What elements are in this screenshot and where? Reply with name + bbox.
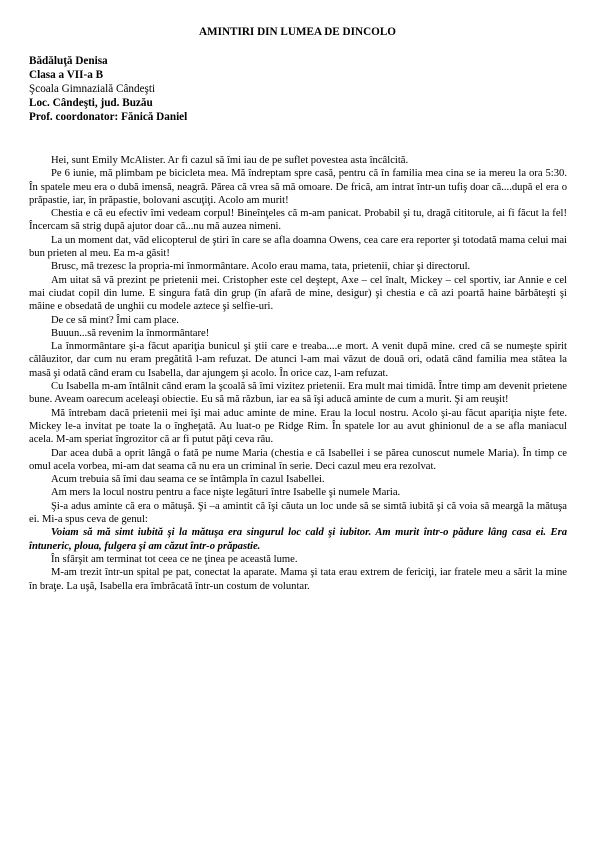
paragraph: La înmormântare şi-a făcut apariţia bunicul şi ştii care e treaba....e mort. A venit după mine. cred că se numeşte spirit călăuzitor, dar cum nu eram pregătită l-am refuzat. De atunci l-am mai văzut de două ori, odată când familia mea stătea la masă şi odată când eram cu Isabella, dar ajungem şi acolo. În orice caz, l-am refuzat. (29, 341, 567, 379)
quote-paragraph: Voiam să mă simt iubită şi la mătuşa era singurul loc cald şi iubitor. Am murit într-o pădure lâng casa ei. Era întuneric, ploua, fulgera şi am căzut într-o prăpastie. (29, 527, 567, 552)
document-title: AMINTIRI DIN LUMEA DE DINCOLO (198, 26, 397, 38)
paragraph: Pe 6 iunie, mă plimbam pe bicicleta mea. Mă îndreptam spre casă, pentru că în familia mea cina se ia mereu la ora 5:30. În spatele meu era o dubă imensă, neagră. Părea că vrea să mă omoare. De frică, am intrat într-un tufiş doar că....după el era o prăpastie, iar, în prăpastie, bolovani ascuţiţi. Acolo am murit! (29, 168, 567, 206)
author-class: Clasa a VII-a B (29, 68, 104, 81)
paragraph: De ce să mint? Îmi cam place. (51, 314, 179, 326)
paragraph: M-am trezit într-un spital pe pat, conectat la aparate. Mama şi tata erau extrem de fericiţi, iar fratele meu a sărit la mine în braţe. La uşă, Isabella era îmbrăcată într-un costum de voluntar. (29, 567, 567, 592)
paragraph: Şi-a adus aminte că era o mătuşă. Şi –a amintit că îşi căuta un loc unde să se simtă iubită şi că voia să meargă la mătuşa ei. Mi-a spus ceva de genul: (29, 500, 567, 526)
paragraph: Am mers la locul nostru pentru a face nişte legături între Isabelle şi numele Maria. (51, 487, 401, 499)
story-body (29, 154, 567, 593)
author-name: Bădăluţă Denisa (29, 55, 108, 67)
paragraph: Mă întrebam dacă prietenii mei îşi mai aduc aminte de mine. Erau la locul nostru. Acolo şi-au făcut apariţia nişte fete. Mickey le-a invitat pe toate la o îngheţată. Au luat-o pe Ridge Rim. În spatele lor au avut ghinionul de a se afla maniacul acela. M-am speriat îngrozitor că ar fi putut păţi ceva rău. (29, 407, 567, 446)
paragraph: Am uitat să vă prezint pe prietenii mei. Cristopher este cel deştept, Axe – cel înalt, Mickey – cel sportiv, iar Annie e cel mai ciudat copil din lume. E singura fată din grup (în afară de mine, desigur) şi chestia e că azi poartă haine bărbăteşti şi mâine e obsedată de unghii cu modele aztece şi selfie-uri. (29, 274, 567, 313)
paragraph: Brusc, mă trezesc la propria-mi înmormântare. Acolo erau mama, tata, prietenii, chiar şi directorul. (51, 261, 471, 273)
paragraph: Hei, sunt Emily McAlister. Ar fi cazul să îmi iau de pe suflet povestea asta încâlcită. (51, 155, 409, 166)
paragraph: La un moment dat, văd elicopterul de ştiri în care se afla doamna Owens, cea care era reporter şi totodată mama celui mai bun prieten al meu. Ea m-a găsit! (29, 234, 567, 260)
coordinator-name: Prof. coordonator: Fănică Daniel (29, 110, 188, 123)
paragraph: Buuun...să revenim la înmormântare! (51, 327, 210, 339)
paragraph: Dar acea dubă a oprit lângă o fată pe nume Maria (chestia e că Isabellei i se părea cunoscut numele Maria). În timp ce omul acela vorbea, mi-am dat seama că nu era un criminal în serie. Deci cazul meu era rezolvat. (29, 447, 567, 472)
paragraph: În sfârşit am terminat tot ceea ce ne ţinea pe această lume. (51, 553, 298, 565)
school-name: Şcoala Gimnazială Cândeşti (29, 82, 156, 95)
paragraph: Chestia e că eu efectiv îmi vedeam corpul! Bineînţeles că m-am panicat. Probabil şi tu, dragă cititorule, ai fi făcut la fel! Încercam să strig după ajutor doar că...nu mă auzea nimeni. (29, 208, 567, 233)
paragraph: Acum trebuia să îmi dau seama ce se întâmpla în cazul Isabellei. (51, 474, 325, 486)
paragraph: Cu Isabella m-am întâlnit când eram la şcoală să îmi vizitez prietenii. Era mult mai timidă. Între timp am devenit prietene bune. Aveam oarecum aceleaşi obiectie. Eu să mă răzbun, iar ea să îşi aducă aminte de cum a murit. Şi am reuşit! (29, 381, 567, 406)
author-header (29, 55, 549, 125)
school-location: Loc. Cândeşti, jud. Buzău (29, 96, 153, 109)
